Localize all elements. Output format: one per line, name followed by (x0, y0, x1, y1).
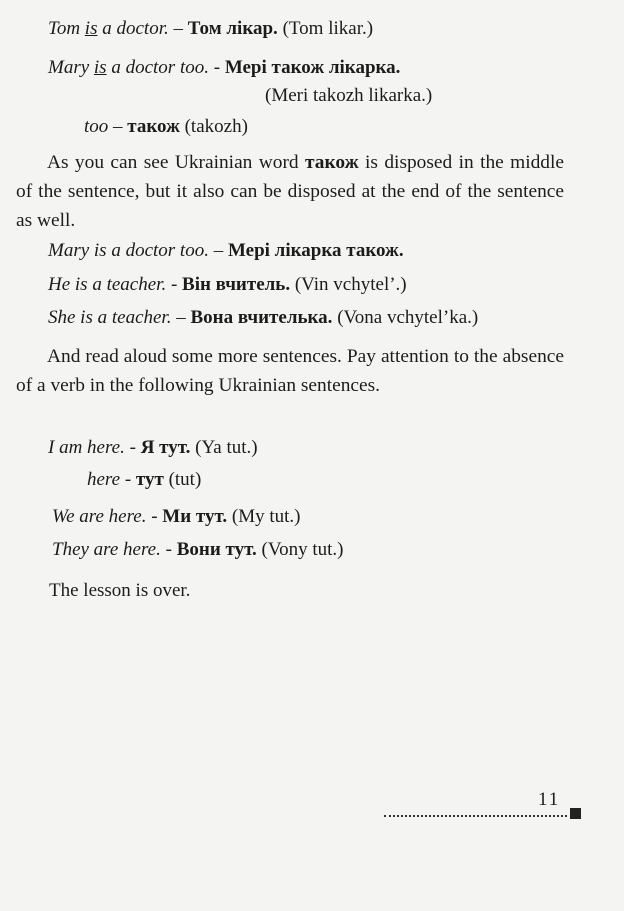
example-english: Tom is a doctor. (48, 18, 169, 39)
footer-square-marker (570, 808, 581, 819)
paragraph-word-order: As you can see Ukrainian word також is disposed in the middle of the sentence, but it also can be disposed at the end of the sentence as well. (16, 152, 564, 231)
example-transliteration: (Meri takozh likarka.) (265, 85, 433, 106)
example-dash: – (171, 307, 191, 328)
example-ukrainian: Ми тут. (162, 506, 228, 527)
example-we-are-here (52, 505, 301, 529)
example-ukrainian: Він вчитель. (182, 274, 291, 295)
example-dash: - (146, 506, 163, 527)
example-ukrainian: Вони тут. (176, 539, 257, 560)
example-english: I am here. (48, 437, 125, 458)
example-dash: - (124, 437, 141, 458)
vocab-transliteration: (takozh) (179, 116, 248, 137)
example-ukrainian: Мері лікарка також. (227, 240, 404, 261)
example-they-are-here (52, 538, 344, 562)
vocab-here (87, 468, 201, 492)
example-she-teacher (48, 306, 478, 330)
example-he-teacher (48, 273, 407, 297)
vocab-too (84, 115, 248, 139)
example-ukrainian: Том лікар. (187, 18, 278, 39)
example-transliteration: (Ya tut.) (190, 437, 258, 458)
example-tom-doctor (48, 17, 373, 41)
vocab-english: here (87, 469, 121, 490)
example-i-am-here (48, 436, 258, 460)
paragraph-read-aloud: And read aloud some more sentences. Pay attention to the absence of a verb in the following Ukrainian sentences. (16, 346, 564, 396)
example-ukrainian: Вона вчителька. (190, 307, 333, 328)
example-transliteration: (Vin vchytel’.) (290, 274, 407, 295)
example-english: She is a teacher. (48, 307, 172, 328)
example-dash: - (166, 274, 183, 295)
example-ukrainian: Я тут. (140, 437, 191, 458)
example-dash: - (208, 57, 225, 78)
closing-line: The lesson is over. (49, 580, 191, 601)
vocab-ukrainian: також (127, 116, 180, 137)
vocab-transliteration: (tut) (163, 469, 202, 490)
vocab-ukrainian: тут (135, 469, 164, 490)
example-mary-doctor-too-end (48, 239, 404, 263)
example-english: They are here. (52, 539, 161, 560)
example-english: He is a teacher. (48, 274, 167, 295)
vocab-dash: - (120, 469, 136, 490)
example-transliteration: (My tut.) (227, 506, 301, 527)
vocab-dash: – (108, 116, 128, 137)
example-transliteration: (Vona vchytel’ka.) (332, 307, 479, 328)
example-english: Mary is a doctor too. (48, 240, 209, 261)
example-english: Mary is a doctor too. (48, 57, 209, 78)
example-transliteration: (Vony tut.) (256, 539, 344, 560)
example-dash: - (160, 539, 177, 560)
example-transliteration: (Tom likar.) (277, 18, 374, 39)
example-dash: – (168, 18, 188, 39)
footer-dotted-rule (384, 815, 567, 817)
example-mary-doctor-too (48, 56, 400, 80)
example-dash: – (208, 240, 228, 261)
example-english: We are here. (52, 506, 147, 527)
page-number: 11 (538, 789, 561, 810)
vocab-english: too (84, 116, 109, 137)
example-ukrainian: Мері також лікарка. (224, 57, 401, 78)
